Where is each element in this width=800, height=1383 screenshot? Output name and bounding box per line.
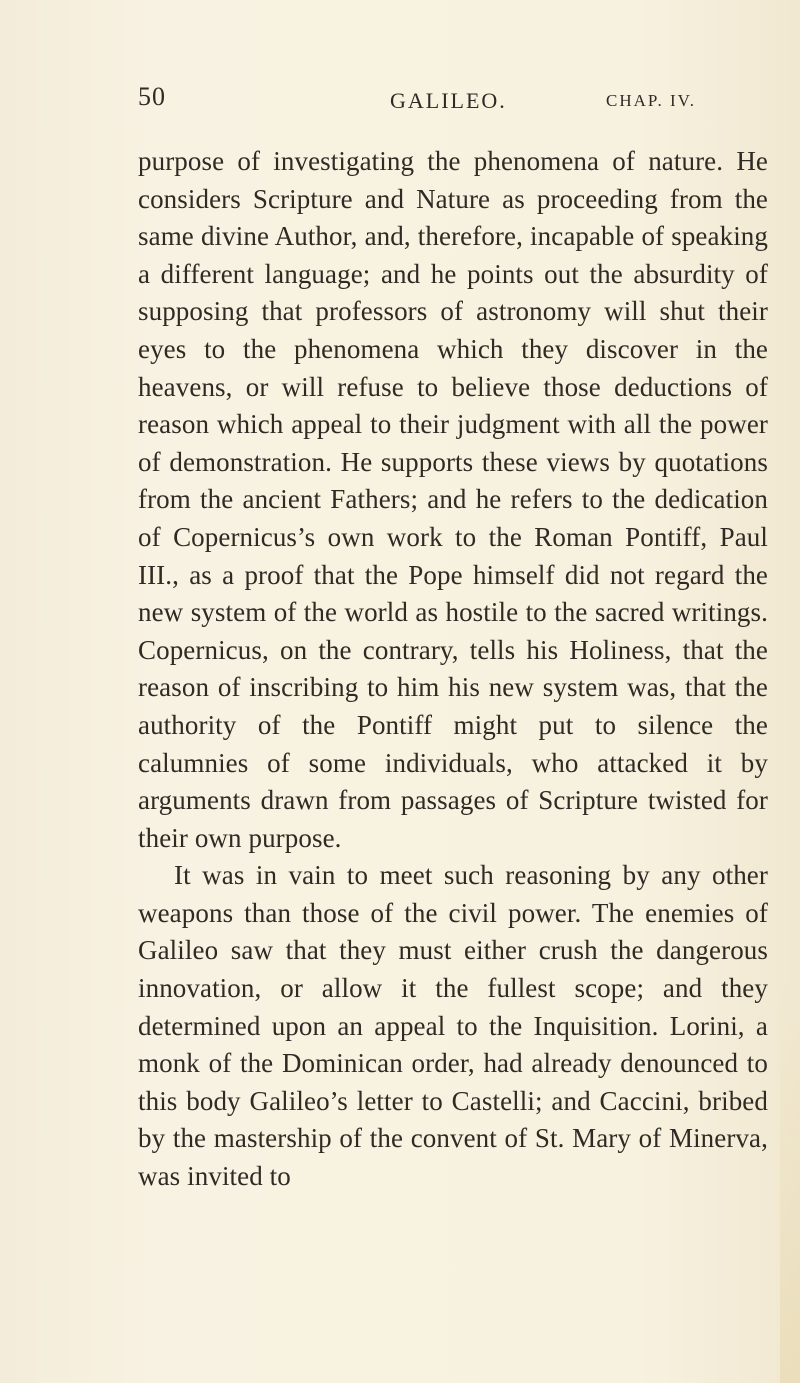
paragraph-1: purpose of investigating the phenomena of nature. He considers Scripture and Nature as proceeding from the same divine Author, and, therefore, incapable of speaking a different language; and he points out the absurdity of supposing that professors of astronomy will shut their eyes to the phenomena which they discover in the heavens, or will refuse to believe those deductions of reason which appeal to their judgment with all the power of demonstration. He supports these views by quotations from the ancient Fathers; and he refers to the dedication of Copernicus’s own work to the Roman Pontiff, Paul III., as a proof that the Pope himself did not regard the new system of the world as hostile to the sacred writings. Copernicus, on the contrary, tells his Holiness, that the reason of inscribing to him his new system was, that the authority of the Pontiff might put to silence the calumnies of some individuals, who attacked it by arguments drawn from passages of Scripture twisted for their own purpose. (138, 146, 768, 853)
chapter-label: CHAP. IV. (606, 91, 696, 110)
page-number: 50 (138, 82, 166, 111)
running-title: GALILEO. (390, 88, 507, 113)
page-header (0, 82, 800, 116)
page-body (138, 143, 768, 1196)
paper-edge-shade (780, 980, 800, 1383)
paragraph-2: It was in vain to meet such reasoning by any other weapons than those of the civil power. The enemies of Galileo saw that they must either crush the dangerous innovation, or allow it the fullest scope; and they determined upon an appeal to the Inquisition. Lorini, a monk of the Dominican order, had already denounced to this body Galileo’s letter to Castelli; and Caccini, bribed by the mastership of the convent of St. Mary of Minerva, was invited to (138, 860, 768, 1192)
